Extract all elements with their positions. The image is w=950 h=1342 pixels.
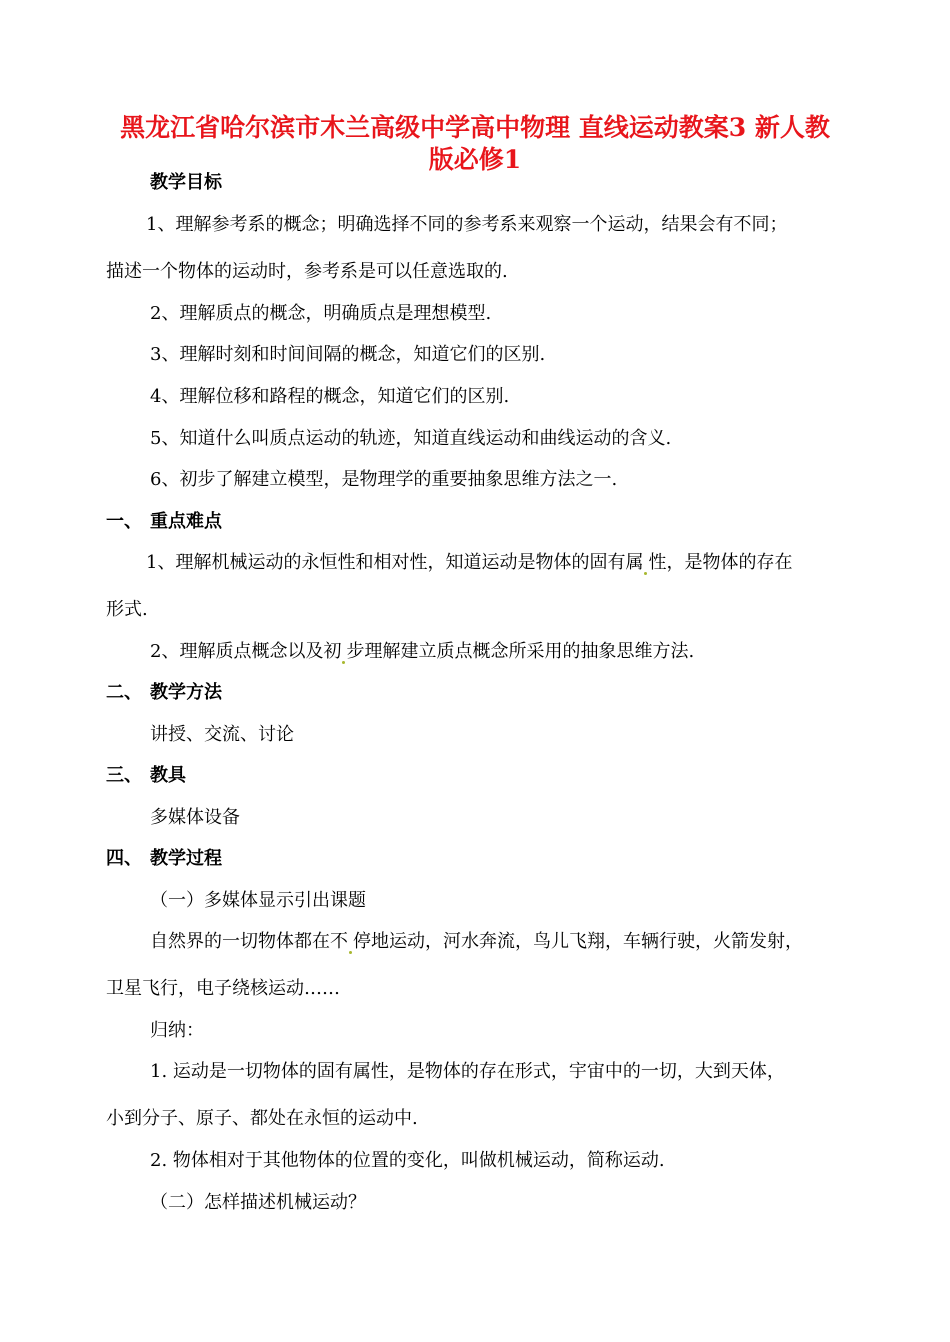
summary-point-2: 2. 物体相对于其他物体的位置的变化，叫做机械运动，简称运动. xyxy=(150,1150,665,1171)
subsection-1: （一）多媒体显示引出课题 xyxy=(150,890,366,911)
summary-label: 归纳： xyxy=(150,1020,204,1041)
keypoint-2-text-a: 2、理解质点概念以及初 xyxy=(150,641,342,662)
objective-3: 3、理解时刻和时间间隔的概念，知道它们的区别. xyxy=(150,344,546,365)
section-4-number: 四、 xyxy=(106,848,142,869)
section-3-title: 教具 xyxy=(150,765,186,786)
keypoint-1-line2: 形式. xyxy=(106,599,148,620)
section-1-heading xyxy=(106,510,222,534)
keypoint-1-text-b: 性，是物体的存在 xyxy=(648,552,793,573)
keypoint-2-text-b: 步理解建立质点概念所采用的抽象思维方法. xyxy=(346,641,695,662)
objectives-heading: 教学目标 xyxy=(150,172,222,193)
section-3-number: 三、 xyxy=(106,765,142,786)
document-title-line2: 版必修1 xyxy=(428,145,522,174)
summary-point-1-line2: 小到分子、原子、都处在永恒的运动中. xyxy=(106,1108,418,1129)
process-para-1-text-a: 自然界的一切物体都在不 xyxy=(150,931,348,952)
section-1-title: 重点难点 xyxy=(150,511,222,532)
keypoint-1-text-a: 1、理解机械运动的永恒性和相对性，知道运动是物体的固有属 xyxy=(146,552,644,573)
process-para-1-line1 xyxy=(150,930,803,954)
stray-mark xyxy=(644,572,647,575)
stray-mark xyxy=(342,661,345,664)
keypoint-1-line1 xyxy=(146,551,792,575)
objective-4: 4、理解位移和路程的概念，知道它们的区别. xyxy=(150,386,510,407)
document-title-line1: 黑龙江省哈尔滨市木兰高级中学高中物理 直线运动教案3 新人教 xyxy=(120,113,830,142)
section-1-number: 一、 xyxy=(106,511,142,532)
teaching-methods: 讲授、交流、讨论 xyxy=(150,724,294,745)
summary-point-1-line1: 1. 运动是一切物体的固有属性，是物体的存在形式，宇宙中的一切，大到天体， xyxy=(150,1061,785,1082)
stray-mark xyxy=(349,951,352,954)
objective-5: 5、知道什么叫质点运动的轨迹，知道直线运动和曲线运动的含义. xyxy=(150,428,672,449)
section-2-number: 二、 xyxy=(106,682,142,703)
process-para-1-text-b: 停地运动，河水奔流，鸟儿飞翔，车辆行驶，火箭发射， xyxy=(353,931,803,952)
objective-2: 2、理解质点的概念，明确质点是理想模型. xyxy=(150,303,492,324)
section-2-heading xyxy=(106,681,222,705)
subsection-2: （二）怎样描述机械运动？ xyxy=(150,1192,366,1213)
objective-1-line2: 描述一个物体的运动时，参考系是可以任意选取的. xyxy=(106,261,508,282)
keypoint-2 xyxy=(150,640,694,664)
objective-1-line1: 1、理解参考系的概念；明确选择不同的参考系来观察一个运动，结果会有不同； xyxy=(146,214,788,235)
objective-6: 6、初步了解建立模型，是物理学的重要抽象思维方法之一. xyxy=(150,469,618,490)
process-para-1-line2: 卫星飞行，电子绕核运动…… xyxy=(106,978,340,999)
section-2-title: 教学方法 xyxy=(150,682,222,703)
section-3-heading xyxy=(106,764,186,788)
section-4-title: 教学过程 xyxy=(150,848,222,869)
teaching-tools: 多媒体设备 xyxy=(150,807,240,828)
section-4-heading xyxy=(106,847,222,871)
